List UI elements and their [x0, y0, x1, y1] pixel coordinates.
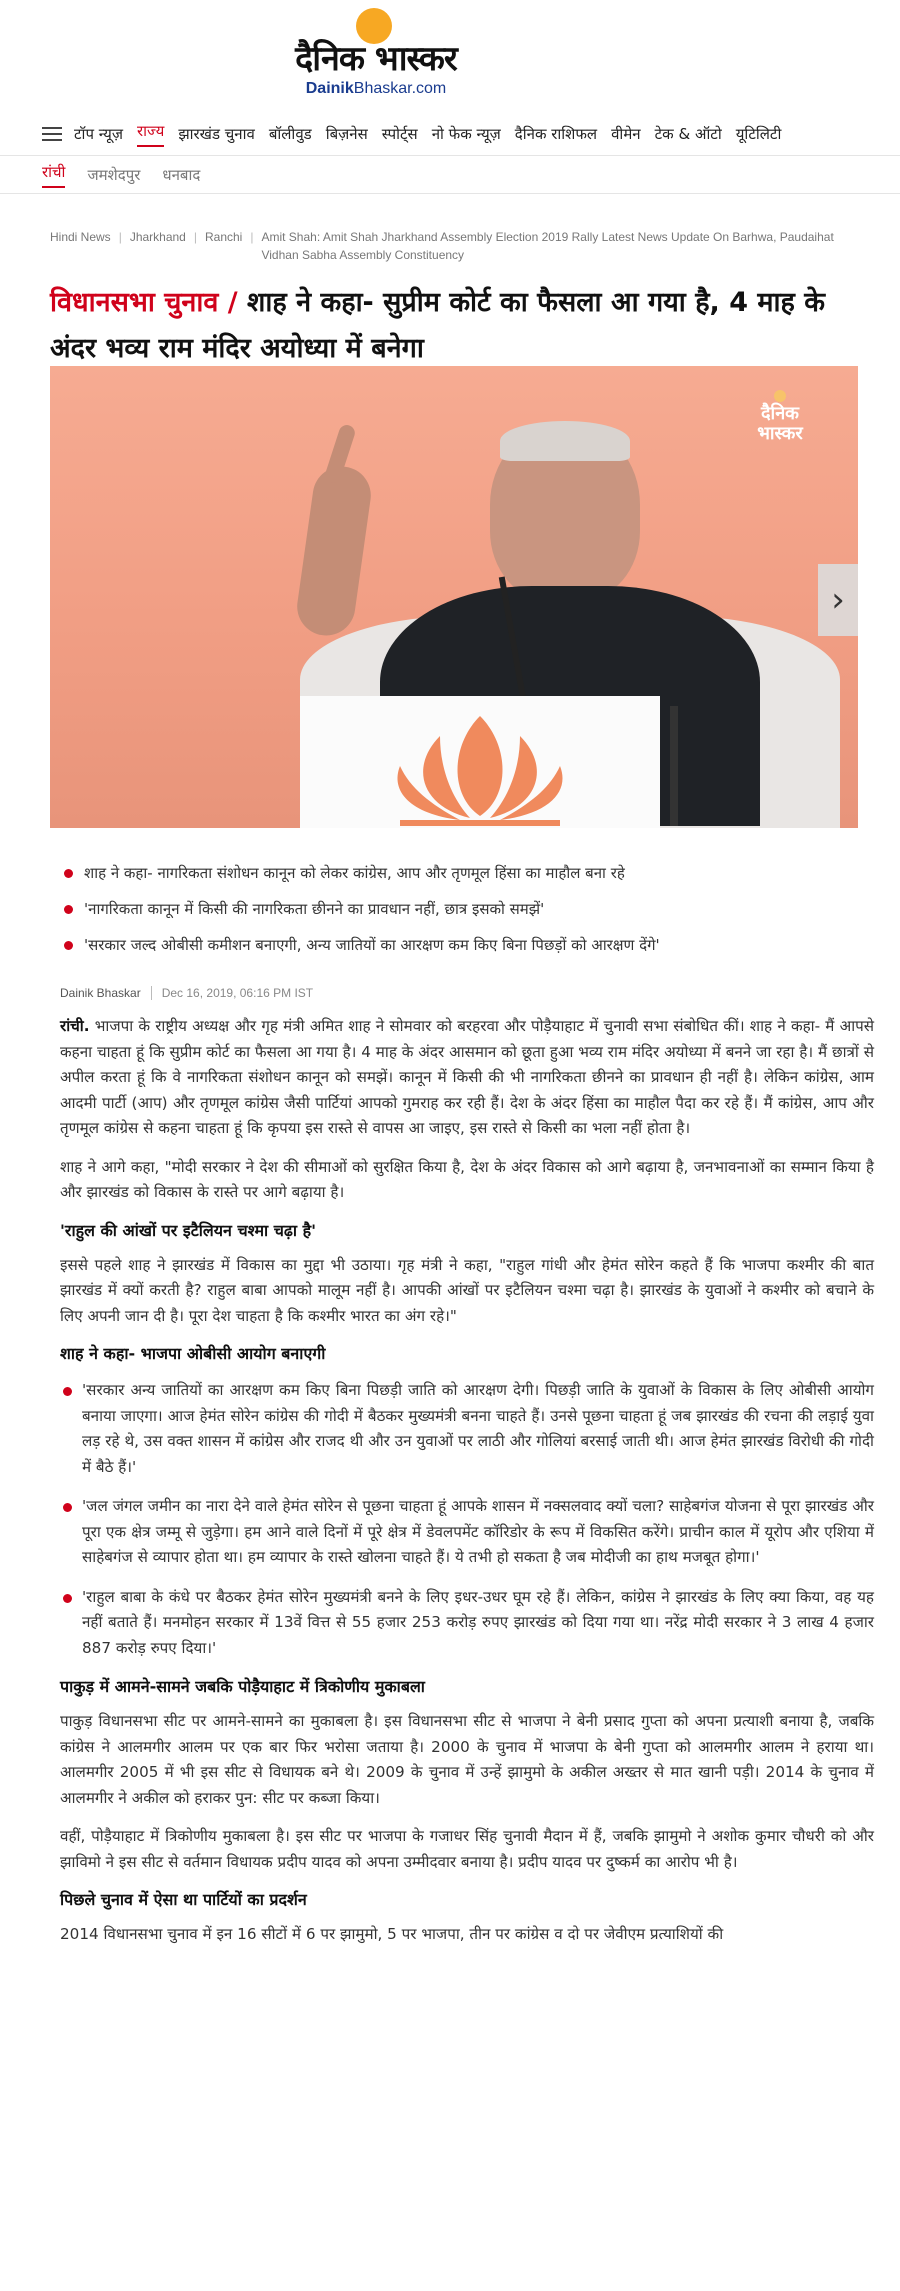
nav-item-sports[interactable]: स्पोर्ट्स [381, 124, 418, 143]
quote-list [60, 1378, 874, 1661]
microphone-stand [670, 706, 678, 826]
article-meta [60, 986, 313, 1000]
breadcrumb-jharkhand[interactable]: Jharkhand [129, 230, 186, 244]
highlight-item: 'नागरिकता कानून में किसी की नागरिकता छीनने का प्रावधान नहीं, छात्र इसको समझें' [60, 898, 860, 920]
breadcrumb-separator: | [193, 230, 197, 244]
article-subheading: 'राहुल की आंखों पर इटैलियन चश्मा चढ़ा है' [60, 1220, 317, 1240]
article-body [60, 1014, 874, 1961]
nav-item-business[interactable]: बिज़नेस [325, 124, 368, 143]
nav-item-no-fake-news[interactable]: नो फेक न्यूज़ [431, 124, 501, 143]
bhaskar-watermark: दैनिक भास्कर [740, 390, 820, 444]
hero-image[interactable] [50, 366, 858, 828]
speaker-arm [293, 463, 374, 639]
lotus-podium-icon [300, 696, 660, 828]
speaker-hair [500, 421, 630, 461]
subnav-item-jamshedpur[interactable]: जमशेदपुर [87, 165, 141, 184]
article-paragraph: पाकुड़ विधानसभा सीट पर आमने-सामने का मुकाबला है। इस विधानसभा सीट से भाजपा ने बेनी प्रसाद गुप्ता को अपना प्रत्याशी बनाया है, जबकि कांग्रेस ने आलमगीर आलम पर एक बार फिर भरोसा जताया है। 2000 के चुनाव में भाजपा के बेनी गुप्ता को आलमगीर आलम ने हराया था। आलमगीर 2005 में भी इस सीट से विधायक बने थे। 2009 के चुनाव में उन्हें झामुमो के अकील अख्तर से मात खानी पड़ी। 2014 के चुनाव में आलमगीर ने अकील को हराकर पुन: सीट पर कब्जा किया। [60, 1712, 875, 1807]
breadcrumb-ranchi[interactable]: Ranchi [204, 230, 243, 244]
article-subheading: पाकुड़ में आमने-सामने जबकि पोड़ैयाहाट में त्रिकोणीय मुकाबला [60, 1677, 425, 1696]
nav-item-women[interactable]: वीमेन [611, 124, 641, 143]
nav-item-utility[interactable]: यूटिलिटी [735, 124, 782, 143]
quote-item: 'राहुल बाबा के कंधे पर बैठकर हेमंत सोरेन मुख्यमंत्री बनने के लिए इधर-उधर घूम रहे हैं। लेकिन, कांग्रेस ने झारखंड के लिए क्या किया, वह यह नहीं बताते हैं। मनमोहन सरकार में 13वें वित्त से 55 हजार 253 करोड़ रुपए झारखंड को दिया गया था। नरेंद्र मोदी सरकार ने 3 लाख 4 हजार 887 करोड़ रुपए दिया।' [60, 1585, 874, 1662]
article-paragraph: रांची. भाजपा के राष्ट्रीय अध्यक्ष और गृह मंत्री अमित शाह ने सोमवार को बरहरवा और पोड़ैयाहाट में चुनावी सभा संबोधित कीं। शाह ने कहा- मैं आपसे कहना चाहता हूं कि सुप्रीम कोर्ट का फैसला आ गया है। 4 माह के अंदर आसमान को छूता हुआ भव्य राम मंदिर अयोध्या में बनने जा रहा है। मैं छात्रों से अपील करता हूं कि वे नागरिकता संशोधन कानून को समझें। कानून में किसी की भी नागरिकता छीनने का प्रावधान ही नहीं है। लेकिन कांग्रेस, आम आदमी पार्टी (आप) और तृणमूल कांग्रेस जैसी पार्टियां आपको गुमराह कर रही हैं। देश के अंदर हिंसा का माहौल पैदा कर रहे हैं। मैं कांग्रेस, आप और तृणमूल कांग्रेस से कहना चाहता हूं कि कृपया इस रास्ते से वापस आ जाइए, इस रास्ते से किसी का भला नहीं होता है। [60, 1017, 874, 1137]
article-category[interactable]: विधानसभा चुनाव / [50, 287, 248, 318]
article-author: Dainik Bhaskar [60, 986, 141, 1000]
article-paragraph: 2014 विधानसभा चुनाव में इन 16 सीटों में 6 पर झामुमो, 5 पर भाजपा, तीन पर कांग्रेस व दो पर जेवीएम प्रत्याशियों की [60, 1925, 724, 1943]
article-subheading: शाह ने कहा- भाजपा ओबीसी आयोग बनाएगी [60, 1344, 326, 1363]
breadcrumb-current: Amit Shah: Amit Shah Jharkhand Assembly Election 2019 Rally Latest News Update On Barhwa, Paudaihat Vidhan Sabha Assembly Constituency [261, 230, 834, 262]
breadcrumb [50, 228, 860, 264]
site-header [0, 0, 900, 110]
nav-item-rashifal[interactable]: दैनिक राशिफल [514, 124, 598, 143]
article-paragraph: इससे पहले शाह ने झारखंड में विकास का मुद्दा भी उठाया। गृह मंत्री ने कहा, "राहुल गांधी और हेमंत सोरेन कहते हैं कि भाजपा कश्मीर की बात झारखंड में क्यों करती है? राहुल बाबा आपको मालूम नहीं है। आपकी आंखों पर इटैलियन चश्मा चढ़ा है। झारखंड के युवाओं ने कश्मीर को बचाने के लिए अपनी जान दी है। पूरा देश चाहता है कि कश्मीर भारत का अंग रहे।" [60, 1255, 874, 1325]
breadcrumb-hindi-news[interactable]: Hindi News [50, 230, 111, 244]
nav-item-jharkhand-election[interactable]: झारखंड चुनाव [178, 124, 255, 143]
article-paragraph: शाह ने आगे कहा, "मोदी सरकार ने देश की सीमाओं को सुरक्षित किया है, देश के अंदर विकास को आगे बढ़ाया है, जनभावनाओं का सम्मान किया है और झारखंड को विकास के रास्ते पर आगे बढ़ाया है। [60, 1157, 874, 1201]
chevron-right-icon[interactable]: › [818, 564, 858, 636]
dateline-place: रांची. [60, 1017, 90, 1035]
subnav-item-dhanbad[interactable]: धनबाद [162, 165, 201, 184]
breadcrumb-separator: | [250, 230, 254, 244]
breadcrumb-separator: | [118, 230, 122, 244]
nav-item-top-news[interactable]: टॉप न्यूज़ [74, 124, 123, 143]
article-title: शाह ने कहा- सुप्रीम कोर्ट का फैसला आ गया है, 4 माह के अंदर भव्य राम मंदिर अयोध्या में बनेगा [50, 287, 825, 364]
highlight-item: 'सरकार जल्द ओबीसी कमीशन बनाएगी, अन्य जातियों का आरक्षण कम किए बिना पिछड़ों को आरक्षण देंगे' [60, 934, 860, 956]
site-logo[interactable]: दैनिक भास्कर [295, 39, 457, 79]
article-highlights [60, 862, 860, 970]
meta-divider [151, 986, 152, 1000]
subnav-item-ranchi[interactable]: रांची [42, 162, 65, 188]
site-domain[interactable]: DainikBhaskar.com [305, 80, 447, 97]
nav-item-tech-auto[interactable]: टेक & ऑटो [654, 124, 722, 143]
article-paragraph: वहीं, पोड़ैयाहाट में त्रिकोणीय मुकाबला है। इस सीट पर भाजपा के गजाधर सिंह चुनावी मैदान में हैं, जबकि झामुमो ने अशोक कुमार चौधरी को और झाविमो ने इस सीट से वर्तमान विधायक प्रदीप यादव को अपना उम्मीदवार बनाया है। प्रदीप यादव पर दुष्कर्म का आरोप भी है। [60, 1827, 874, 1871]
article-subheading: पिछले चुनाव में ऐसा था पार्टियों का प्रदर्शन [60, 1890, 307, 1909]
quote-item: 'जल जंगल जमीन का नारा देने वाले हेमंत सोरेन से पूछना चाहता हूं आपके शासन में नक्सलवाद क्यों चला? साहेबगंज योजना से पूरा झारखंड और पूरा एक क्षेत्र जम्मू से जुड़ेगा। हम आने वाले दिनों में पूरे क्षेत्र में डेवलपमेंट कॉरिडोर के रूप में विकसित करेंगे। प्राचीन काल में यूरोप और एशिया में साहेबगंज से व्यापार होता था। हम व्यापार के रास्ते खोलना चाहते हैं। ये तभी हो सकता है जब मोदीजी का हाथ मजबूत होगा।' [60, 1494, 874, 1571]
hamburger-menu-icon[interactable] [42, 127, 62, 141]
nav-item-bollywood[interactable]: बॉलीवुड [268, 124, 312, 143]
highlight-item: शाह ने कहा- नागरिकता संशोधन कानून को लेकर कांग्रेस, आप और तृणमूल हिंसा का माहौल बना रहे [60, 862, 860, 884]
city-subnav [0, 156, 900, 194]
nav-item-rajya[interactable]: राज्य [137, 121, 164, 147]
article-headline [50, 280, 870, 372]
main-nav [0, 112, 900, 156]
quote-item: 'सरकार अन्य जातियों का आरक्षण कम किए बिना पिछड़ी जाति को आरक्षण देगी। पिछड़ी जाति के युवाओं के विकास के लिए ओबीसी आयोग बनाया जाएगा। आज हेमंत सोरेन कांग्रेस की गोदी में बैठकर मुख्यमंत्री बनना चाहते हैं। उनसे पूछना चाहता हूं जब झारखंड की रचना की लड़ाई युवा लड़ रहे थे, उस वक्त शासन में कांग्रेस और राजद थी और उन युवाओं पर लाठी और गोलियां बरसाई जाती थी। आज हेमंत झारखंड विरोधी की गोदी में बैठे हैं।' [60, 1378, 874, 1480]
article-date: Dec 16, 2019, 06:16 PM IST [161, 986, 314, 1000]
